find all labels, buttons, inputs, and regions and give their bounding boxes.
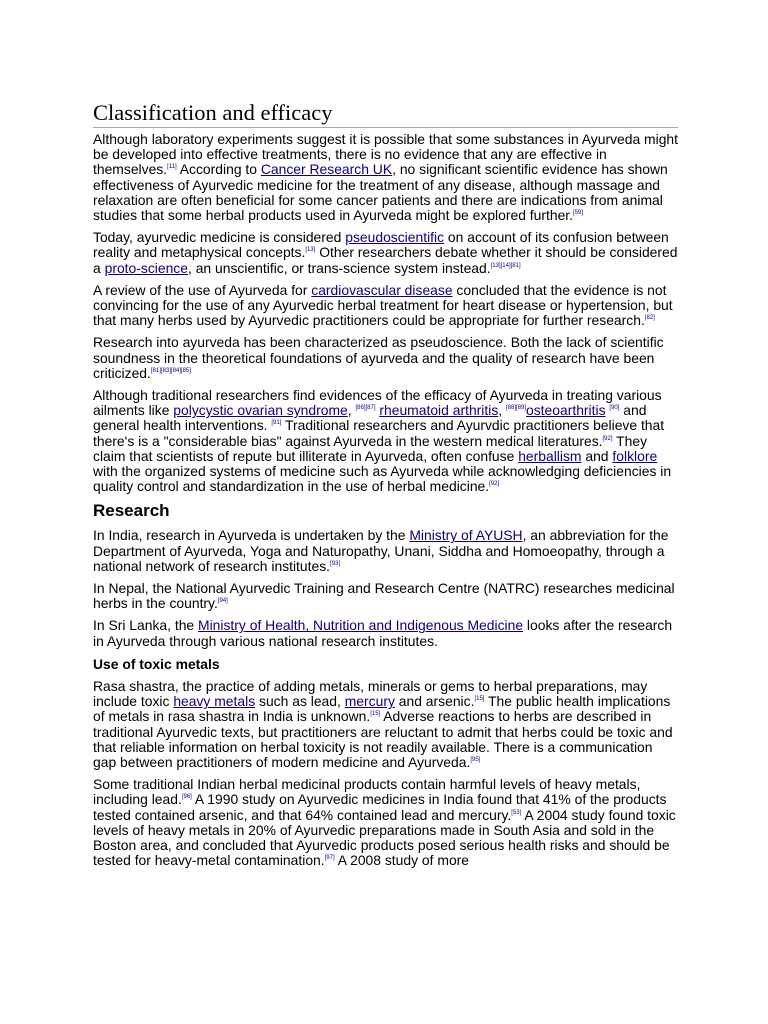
paragraph-rasa-shastra — [93, 679, 678, 770]
text-run: and — [581, 447, 613, 464]
text-run: Rasa shastra, the practice of adding metals, minerals or gems to herbal preparations, may include toxic — [93, 677, 648, 710]
citation-ref[interactable]: [92] — [602, 435, 613, 442]
link-cancer-research-uk[interactable]: Cancer Research UK — [260, 161, 393, 178]
link-mercury[interactable]: mercury — [344, 693, 395, 710]
text-run: looks after the research in Ayurveda through various national research institutes. — [93, 617, 673, 649]
paragraph-sri-lanka — [93, 618, 678, 648]
citation-ref[interactable]: [53] — [511, 809, 522, 816]
paragraph-india — [93, 528, 678, 574]
citation-ref[interactable]: [91] — [271, 420, 282, 427]
citation-ref[interactable]: [13] — [305, 247, 316, 254]
link-polycystic-ovarian-syndrome[interactable]: polycystic ovarian syndrome — [173, 402, 348, 419]
text-run: In Sri Lanka, the — [93, 617, 199, 634]
text-run: According to — [176, 161, 261, 178]
text-run: A 2004 study found toxic levels of heavy metals in 20% of Ayurvedic preparations made in South Asia and sold in the Boston area, and concluded that Ayurvedic products posed serious health risks and should be tested for heavy-metal contamination. — [93, 806, 676, 869]
paragraph-traditional-researchers — [93, 388, 678, 494]
text-run: In Nepal, the National Ayurvedic Training and Research Centre (NATRC) researches medicinal herbs in the country. — [93, 580, 675, 612]
link-proto-science[interactable]: proto-science — [104, 259, 188, 276]
text-run: and general health interventions. — [93, 402, 647, 434]
section-heading-classification: Classification and efficacy — [93, 100, 678, 128]
link-heavy-metals[interactable]: heavy metals — [173, 693, 256, 710]
text-run: such as lead, — [255, 693, 345, 710]
text-run: Although laboratory experiments suggest it is possible that some substances in Ayurveda might be developed into effective treatments, there is no evidence that any are effective in themselves. — [93, 131, 679, 178]
article-body — [93, 132, 678, 875]
citation-ref[interactable]: [81][83][84][85] — [150, 367, 191, 374]
citation-ref[interactable]: [90] — [609, 405, 620, 412]
citation-ref[interactable]: [93] — [330, 560, 341, 567]
link-ministry-of-health[interactable]: Ministry of Health, Nutrition and Indigenous Medicine — [198, 617, 524, 634]
text-run: and arsenic. — [394, 693, 475, 710]
citation-ref[interactable]: [15] — [370, 711, 381, 718]
text-run: , — [347, 402, 356, 419]
citation-ref[interactable]: [97] — [324, 855, 335, 862]
text-run: , no significant scientific evidence has shown effectiveness of Ayurvedic medicine for the treatment of any disease, although massage and relaxation are often beneficial for some cancer patients and there are indications from animal studies that some herbal products used in Ayurveda might be explored further. — [93, 161, 668, 224]
citation-ref[interactable]: [82] — [644, 315, 655, 322]
paragraph-heavy-metals-study — [93, 777, 678, 868]
citation-ref[interactable]: [13][14][81] — [490, 262, 521, 269]
paragraph-cardiovascular — [93, 283, 678, 329]
text-run: with the organized systems of medicine such as Ayurveda while acknowledging deficiencies in quality control and standardization in the use of herbal medicine. — [93, 463, 672, 495]
text-run: They claim that scientists of repute but illiterate in Ayurveda, often confuse — [93, 432, 648, 464]
text-run: , — [498, 402, 506, 419]
citation-ref[interactable]: [59] — [573, 210, 584, 217]
text-run: A 1990 study on Ayurvedic medicines in India found that 41% of the products tested contained arsenic, and that 64% contained lead and mercury. — [93, 791, 667, 823]
citation-ref[interactable]: [15] — [474, 696, 485, 703]
section-heading-research: Research — [93, 501, 170, 521]
paragraph-evidence — [93, 132, 678, 223]
text-run: In India, research in Ayurveda is undertaken by the — [93, 527, 410, 544]
paragraph-research-criticism — [93, 335, 678, 381]
citation-ref[interactable]: [94] — [217, 598, 228, 605]
section-heading-toxic-metals: Use of toxic metals — [93, 655, 220, 672]
text-run: The public health implications of metals in rasa shastra in India is unknown. — [93, 693, 671, 725]
text-run: , an unscientific, or trans-science system instead. — [187, 259, 491, 276]
paragraph-nepal — [93, 581, 678, 611]
text-run: , an abbreviation for the Department of Ayurveda, Yoga and Naturopathy, Unani, Siddha and Homoeopathy, through a national network of research institutes. — [93, 527, 669, 574]
link-cardiovascular-disease[interactable]: cardiovascular disease — [311, 281, 453, 298]
text-run: Research into ayurveda has been characterized as pseudoscience. Both the lack of scientific soundness in the theoretical foundations of ayurveda and the quality of research have been criticized. — [93, 334, 664, 381]
link-ministry-of-ayush[interactable]: Ministry of AYUSH — [409, 527, 523, 544]
text-run: Some traditional Indian herbal medicinal products contain harmful levels of heavy metals, including lead. — [93, 776, 641, 808]
text-run: on account of its confusion between reality and metaphysical concepts. — [93, 229, 669, 261]
text-run: Today, ayurvedic medicine is considered — [93, 229, 346, 246]
link-osteoarthritis[interactable]: osteoarthritis — [526, 402, 606, 419]
text-run: Although traditional researchers find evidences of the efficacy of Ayurveda in treating various ailments like — [93, 387, 662, 419]
link-folklore[interactable]: folklore — [612, 447, 658, 464]
text-run: Adverse reactions to herbs are described in traditional Ayurvedic texts, but practitioners are reluctant to admit that herbs could be toxic and that reliable information on herbal toxicity is not readily available. There is a communication gap between practitioners of modern medicine and Ayurveda. — [93, 708, 673, 770]
link-pseudoscientific[interactable]: pseudoscientific — [345, 229, 445, 246]
text-run: A review of the use of Ayurveda for — [93, 281, 312, 298]
citation-ref[interactable]: [92] — [489, 481, 500, 488]
text-run: concluded that the evidence is not convincing for the use of any Ayurvedic herbal treatment for heart disease or hypertension, but that many herbs used by Ayurvedic practitioners could be appropriate for further research. — [93, 281, 673, 329]
text-run: Other researchers debate whether it should be considered a — [93, 244, 678, 276]
citation-ref[interactable]: [88][89] — [506, 405, 527, 412]
citation-ref[interactable]: [86][87] — [355, 405, 376, 412]
paragraph-pseudoscience — [93, 230, 678, 276]
citation-ref[interactable]: [96] — [181, 794, 192, 801]
text-run: A 2008 study of more — [334, 852, 470, 869]
link-rheumatoid-arthritis[interactable]: rheumatoid arthritis — [379, 402, 499, 419]
text-run: Traditional researchers and Ayurvdic practitioners believe that there's is a "considerable bias" against Ayurveda in the western medical literatures. — [93, 417, 665, 449]
link-herballism[interactable]: herballism — [518, 447, 582, 464]
citation-ref[interactable]: [11] — [167, 164, 177, 171]
citation-ref[interactable]: [95] — [470, 756, 481, 763]
